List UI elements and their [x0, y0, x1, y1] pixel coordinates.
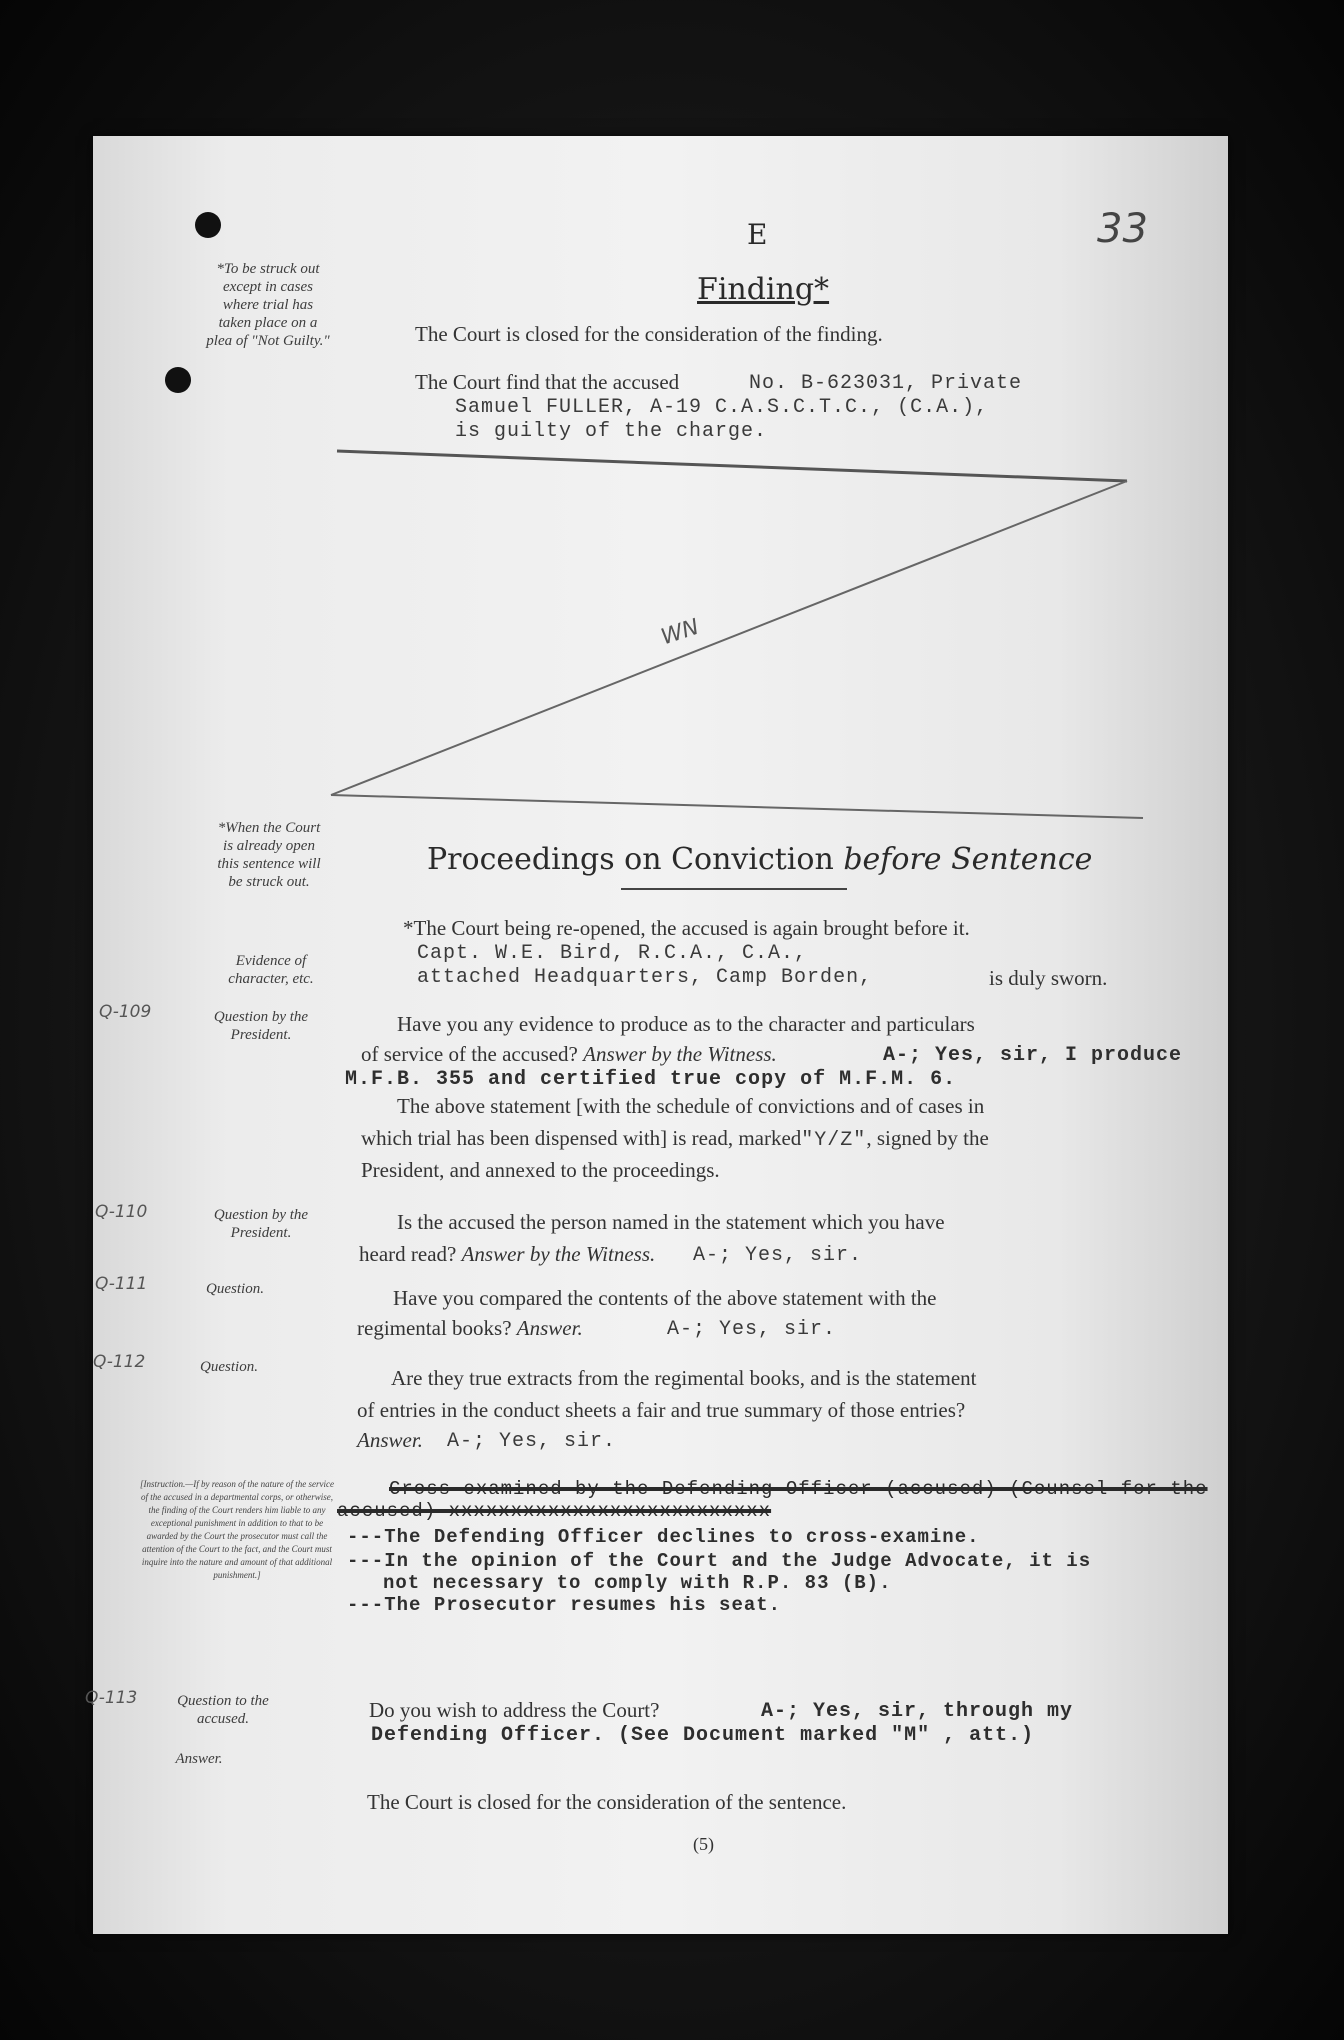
- witness-line-1: Capt. W.E. Bird, R.C.A., C.A.,: [417, 942, 808, 965]
- margin-note-court-open: *When the Court is already open this sentence will be struck out.: [217, 820, 321, 890]
- margin-label-q110: Question by the President.: [213, 1207, 309, 1241]
- section-letter: E: [747, 218, 768, 251]
- dash-line-3: ---The Prosecutor resumes his seat.: [347, 1594, 782, 1616]
- witness-line-2: attached Headquarters, Camp Borden,: [417, 966, 873, 989]
- statement-line-3: President, and annexed to the proceedings.: [361, 1158, 720, 1182]
- q110-line-2: [359, 1242, 655, 1267]
- statement-line-2: [361, 1126, 989, 1152]
- proceedings-title-part-1: Proceedings on Conviction: [427, 842, 834, 877]
- margin-instruction-note: [Instruction.—If by reason of the nature of the service of the accused in a departmental corps, or otherwise, the finding of the Court renders him liable to any exceptional punishment in addition to that to be awarded by the Court the prosecutor must call the attention of the Court to the fact, and the Court must inquire into the nature and amount of that additional punishment.]: [139, 1479, 335, 1580]
- document-page: [85, 136, 1228, 1934]
- statement-line-1: The above statement [with the schedule of convictions and of cases in: [397, 1094, 985, 1118]
- statement-mark: "Y/Z": [801, 1129, 867, 1152]
- finding-closed-line: The Court is closed for the consideration of the finding.: [415, 322, 883, 346]
- handwritten-q112: Q-112: [93, 1352, 146, 1372]
- q113-answer: A-; Yes, sir, through my: [761, 1700, 1074, 1723]
- margin-label-q109: Question by the President.: [213, 1009, 309, 1043]
- duly-sworn: is duly sworn.: [989, 966, 1108, 990]
- statement-read: which trial has been dispensed with] is read, marked: [361, 1126, 802, 1150]
- q111-question-end: regimental books?: [357, 1316, 512, 1340]
- q113-question: Do you wish to address the Court?: [369, 1698, 660, 1722]
- handwritten-q110: Q-110: [95, 1202, 148, 1222]
- crossed-out-line: Cross-examined by the Defending Officer (accused) (Counsel for the: [389, 1478, 1208, 1500]
- reopened-line: *The Court being re-opened, the accused is again brought before it.: [403, 916, 970, 940]
- q111-answer-label: Answer.: [516, 1316, 583, 1340]
- margin-label-q111: Question.: [206, 1281, 264, 1297]
- handwritten-page-number: 33: [1097, 206, 1148, 252]
- statement-signed: , signed by the: [866, 1126, 989, 1150]
- q109-line-2: [361, 1042, 777, 1067]
- finding-typed-line-2: Samuel FULLER, A-19 C.A.S.C.T.C., (C.A.),: [455, 396, 989, 419]
- margin-label-evidence: Evidence of character, etc.: [228, 953, 314, 987]
- dash-line-2b: not necessary to comply with R.P. 83 (B).: [383, 1572, 892, 1594]
- q109-line-1: Have you any evidence to produce as to the character and particulars: [397, 1012, 975, 1036]
- q110-answer-label: Answer by the Witness.: [461, 1242, 656, 1266]
- q111-answer: A-; Yes, sir.: [667, 1318, 837, 1341]
- q112-answer: A-; Yes, sir.: [447, 1430, 617, 1453]
- q111-line-2: [357, 1316, 583, 1341]
- q112-line-2: of entries in the conduct sheets a fair and true summary of those entries?: [357, 1398, 966, 1422]
- q110-answer: A-; Yes, sir.: [693, 1244, 863, 1267]
- crossed-out-line-2: accused) xxxxxxxxxxxxxxxxxxxxxxxxxx: [337, 1500, 772, 1522]
- margin-label-q112: Question.: [200, 1359, 258, 1375]
- margin-label-q113: Question to the accused.: [177, 1693, 269, 1727]
- dash-line-2: ---In the opinion of the Court and the Judge Advocate, it is: [347, 1550, 1092, 1572]
- finding-title: Finding*: [697, 272, 830, 307]
- proceedings-title: [427, 842, 1092, 877]
- handwritten-q113: Q-113: [85, 1688, 138, 1708]
- margin-label-answer: Answer.: [175, 1751, 223, 1767]
- finding-typed-line-1: No. B-623031, Private: [749, 372, 1023, 395]
- q109-answer-cont: M.F.B. 355 and certified true copy of M.F.M. 6.: [345, 1068, 957, 1091]
- q110-question-end: heard read?: [359, 1242, 457, 1266]
- finding-prefix: The Court find that the accused: [415, 370, 680, 394]
- q109-answer: A-; Yes, sir, I produce: [883, 1044, 1183, 1067]
- handwritten-initials: WN: [658, 614, 703, 651]
- handwritten-q109: Q-109: [99, 1002, 152, 1022]
- finding-typed-line-3: is guilty of the charge.: [455, 420, 768, 443]
- answer-by-witness-label: Answer by the Witness.: [583, 1042, 777, 1066]
- q113-answer-cont: Defending Officer. (See Document marked "M" , att.): [371, 1724, 1035, 1747]
- page-footer-number: (5): [693, 1834, 714, 1854]
- q111-line-1: Have you compared the contents of the above statement with the: [393, 1286, 937, 1310]
- q110-line-1: Is the accused the person named in the statement which you have: [397, 1210, 945, 1234]
- handwritten-q111: Q-111: [95, 1274, 148, 1294]
- margin-note-struck-out: *To be struck out except in cases where trial has taken place on a plea of "Not Guilty.": [206, 261, 330, 349]
- q112-answer-label: Answer.: [357, 1428, 423, 1452]
- q109-question-end: of service of the accused?: [361, 1042, 578, 1066]
- closed-sentence-line: The Court is closed for the consideration of the sentence.: [367, 1790, 847, 1814]
- dash-line-1: ---The Defending Officer declines to cross-examine.: [347, 1526, 980, 1548]
- proceedings-title-part-2: before Sentence: [843, 842, 1093, 877]
- proceedings-title-underline: [621, 888, 847, 890]
- q112-line-1: Are they true extracts from the regimental books, and is the statement: [391, 1366, 977, 1390]
